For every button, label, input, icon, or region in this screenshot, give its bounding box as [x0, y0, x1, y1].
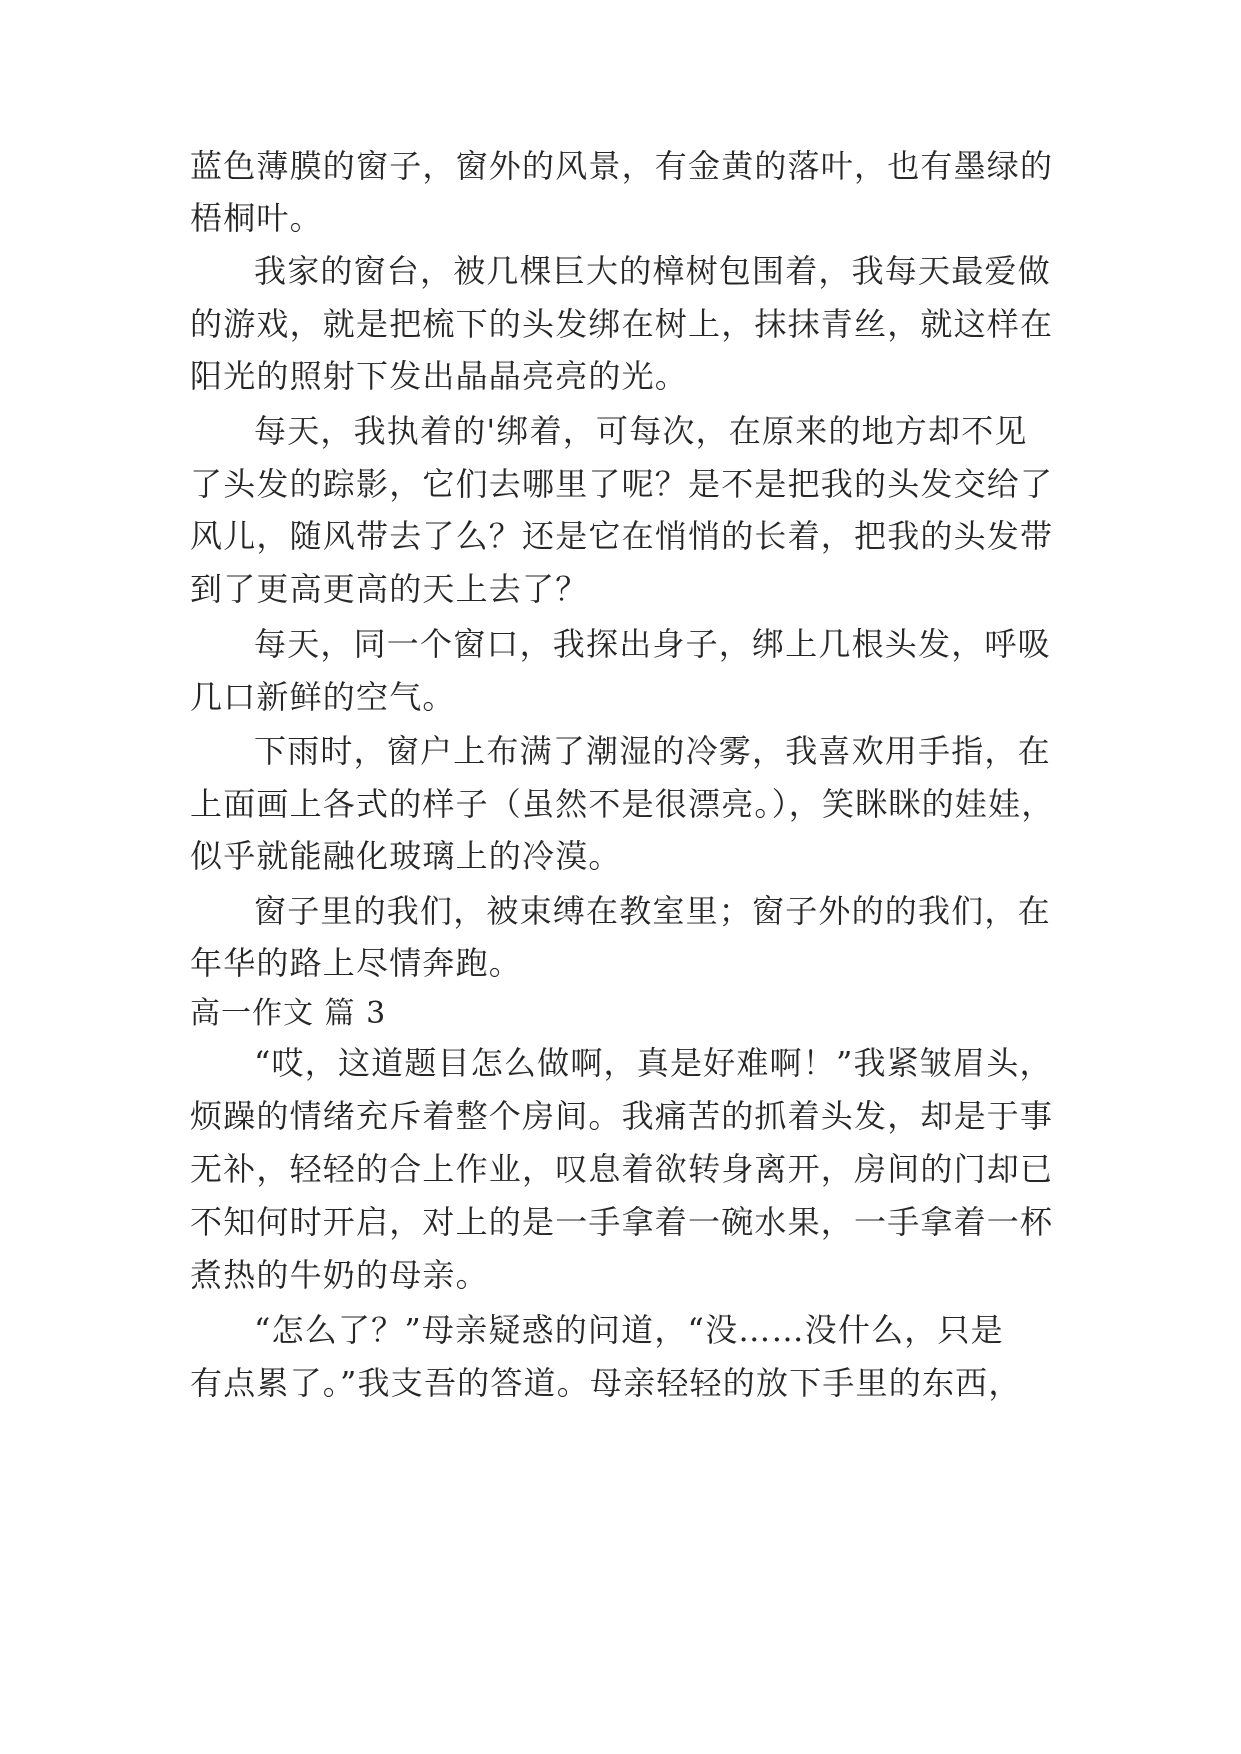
text-line: 每天，我执着的'绑着，可每次，在原来的地方却不见: [254, 412, 1028, 450]
text-line: 几口新鲜的空气。: [190, 678, 456, 716]
text-line: 我家的窗台，被几棵巨大的樟树包围着，我每天最爱做: [254, 252, 1051, 290]
text-line: 无补，轻轻的合上作业，叹息着欲转身离开，房间的门却已: [190, 1150, 1054, 1188]
text-line: 年华的路上尽情奔跑。: [190, 944, 523, 982]
text-line: 煮热的牛奶的母亲。: [190, 1256, 489, 1294]
text-line: 每天，同一个窗口，我探出身子，绑上几根头发，呼吸: [254, 625, 1051, 663]
text-line: 有点累了。”我支吾的答道。母亲轻轻的放下手里的东西，: [190, 1364, 1022, 1402]
text-line: 下雨时，窗户上布满了潮湿的冷雾，我喜欢用手指，在: [254, 732, 1051, 770]
text-line: “哎，这道题目怎么做啊，真是好难啊！”我紧皱眉头，: [254, 1044, 1053, 1082]
text-line: 烦躁的情绪充斥着整个房间。我痛苦的抓着头发，却是于事: [190, 1097, 1054, 1135]
text-line: 的游戏，就是把梳下的头发绑在树上，抹抹青丝，就这样在: [190, 305, 1054, 343]
section-heading: 高一作文 篇 3: [190, 996, 387, 1031]
text-line: 到了更高更高的天上去了？: [190, 570, 589, 608]
text-line: 似乎就能融化玻璃上的冷漠。: [190, 837, 622, 875]
text-line: 上面画上各式的样子（虽然不是很漂亮。），笑眯眯的娃娃，: [190, 785, 1055, 823]
text-line: 了头发的踪影，它们去哪里了呢？是不是把我的头发交给了: [190, 465, 1054, 503]
text-line: 风儿，随风带去了么？还是它在悄悄的长着，把我的头发带: [190, 517, 1054, 555]
text-line: 不知何时开启，对上的是一手拿着一碗水果，一手拿着一杯: [190, 1203, 1054, 1241]
text-line: 阳光的照射下发出晶晶亮亮的光。: [190, 357, 689, 395]
text-line: 梧桐叶。: [190, 199, 323, 237]
text-line: 蓝色薄膜的窗子，窗外的风景，有金黄的落叶，也有墨绿的: [190, 147, 1054, 185]
text-line: “怎么了？”母亲疑惑的问道，“没……没什么，只是: [254, 1311, 1004, 1349]
text-line: 窗子里的我们，被束缚在教室里；窗子外的的我们，在: [254, 892, 1051, 930]
